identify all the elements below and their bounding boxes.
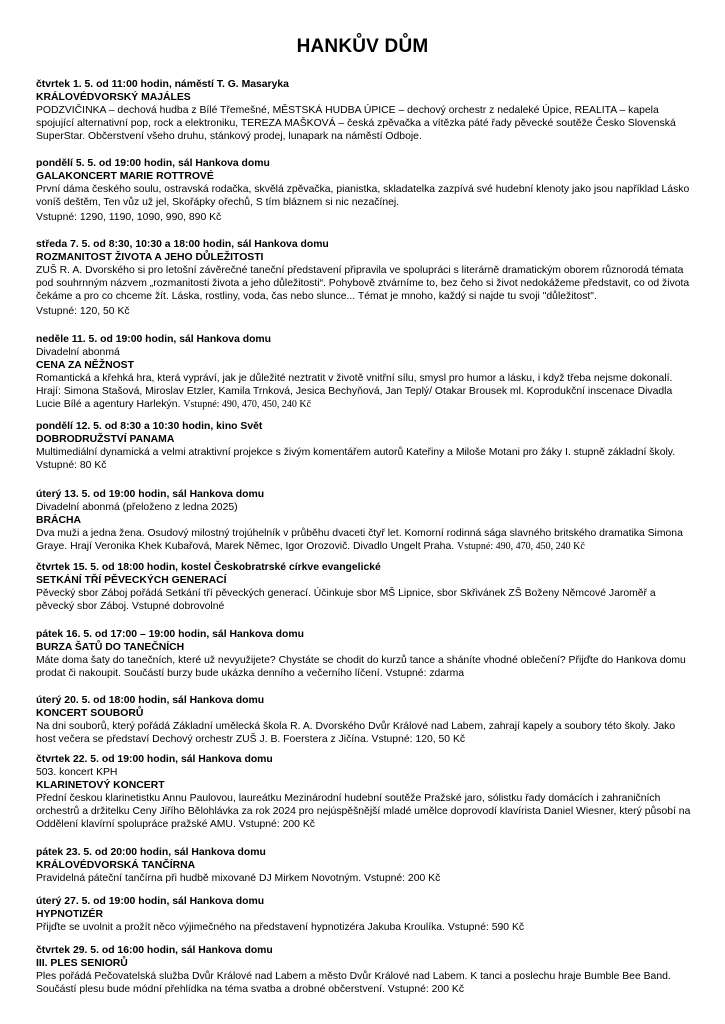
event-subtitle: Divadelní abonmá <box>36 347 120 358</box>
page-title: HANKŮV DŮM <box>296 36 429 57</box>
event-date-venue: neděle 11. 5. od 19:00 hodin, sál Hankova domu <box>36 334 272 345</box>
event-date-venue: pátek 16. 5. od 17:00 – 19:00 hodin, sál Hankova domu <box>36 629 304 640</box>
event-description: Přední českou klarinetistku Annu Paulovou, laureátku Mezinárodní hudební soutěže Pražské jaro, sólistku řady domácích i zahraničních orchestrů a držitelku Ceny Jiřího Bělohlávka za rok 2024 pro nejúspěšnější mladé umělce doprovodí klavírista Daniel Wiesner, který působí na Oddělení klavírní spolupráce pražské AMU. Vstupné: 200 Kč <box>36 793 691 830</box>
event-title: CENA ZA NĚŽNOST <box>36 360 134 371</box>
event-description: Romantická a křehká hra, která vypráví, jak je důležité neztratit v životě vnitřní sílu, smysl pro humor a lásku, i když třeba nejsme dokonalí. Hrají: Simona Stašová, Miroslav Etzler, Kamila Trnková, Jesica Bechyňová, Jan Teplý/ Otakar Brousek ml. Koprodukční inscenace Divadla Lucie Bílé a agentury Harlekýn. <box>36 373 673 410</box>
event-title: BRÁCHA <box>36 515 82 526</box>
event-item <box>36 157 696 224</box>
event-item <box>36 78 696 143</box>
event-title: SETKÁNÍ TŘÍ PĚVECKÝCH GENERACÍ <box>36 575 227 586</box>
event-description: Multimediální dynamická a velmi atraktivní projekce s živým komentářem autorů Kateřiny a Miloše Motani pro žáky I. stupně základní školy. Vstupné: 80 Kč <box>36 447 676 471</box>
event-date-venue: středa 7. 5. od 8:30, 10:30 a 18:00 hodin, sál Hankova domu <box>36 239 329 250</box>
event-date-venue: úterý 20. 5. od 18:00 hodin, sál Hankova domu <box>36 695 265 706</box>
event-date-venue: pondělí 12. 5. od 8:30 a 10:30 hodin, kino Svět <box>36 421 263 432</box>
event-item <box>36 561 696 613</box>
event-title: GALAKONCERT MARIE ROTTROVÉ <box>36 171 214 182</box>
event-title: KLARINETOVÝ KONCERT <box>36 780 165 791</box>
event-date-venue: pondělí 5. 5. od 19:00 hodin, sál Hankova domu <box>36 158 270 169</box>
event-description: Dva muži a jedna žena. Osudový milostný trojúhelník v průběhu dvaceti čtyř let. Komorní rodinná sága slavného britského dramatika Simona Graye. Hrají Veronika Khek Kubařová, Marek Němec, Igor Orozovič. Divadlo Ungelt Praha. <box>36 528 683 552</box>
event-date-venue: úterý 27. 5. od 19:00 hodin, sál Hankova domu <box>36 896 265 907</box>
event-date-venue: úterý 13. 5. od 19:00 hodin, sál Hankova domu <box>36 489 265 500</box>
event-price: Vstupné: 120, 50 Kč <box>36 306 130 317</box>
event-item <box>36 488 696 553</box>
event-item <box>36 895 696 934</box>
event-subtitle: 503. koncert KPH <box>36 767 118 778</box>
event-item <box>36 944 696 996</box>
event-item <box>36 694 696 746</box>
event-item <box>36 628 696 680</box>
event-description: Na dni souborů, který pořádá Základní umělecká škola R. A. Dvorského Dvůr Králové nad Labem, zahrají kapely a soubory této školy. Jako host večera se představí Dechový orchestr ZUŠ J. B. Foerstera z Jičína. Vstupné: 120, 50 Kč <box>36 721 676 745</box>
event-title: III. PLES SENIORŮ <box>36 958 128 969</box>
event-price: Vstupné: 490, 470, 450, 240 Kč <box>183 399 312 410</box>
event-item <box>36 846 696 885</box>
event-date-venue: čtvrtek 15. 5. od 18:00 hodin, kostel Českobratrské církve evangelické <box>36 562 381 573</box>
event-title: BURZA ŠATŮ DO TANEČNÍCH <box>36 642 185 653</box>
event-date-venue: pátek 23. 5. od 20:00 hodin, sál Hankova domu <box>36 847 266 858</box>
event-description: Pravidelná páteční tančírna při hudbě mixované DJ Mirkem Novotným. Vstupné: 200 Kč <box>36 873 441 884</box>
event-description: První dáma českého soulu, ostravská rodačka, skvělá zpěvačka, pianistka, skladatelka zazpívá své hudební klenoty jako jsou například Lásko voníš deštěm, Ten vůz už jel, Skořápky ořechů, S tím bláznem si nic nezačínej. <box>36 184 690 208</box>
event-description: Ples pořádá Pečovatelská služba Dvůr Králové nad Labem a město Dvůr Králové nad Labem. K tanci a poslechu hraje Bumble Bee Band. Součástí plesu bude módní přehlídka na téma svatba a drobné občerstvení. Vstupné: 200 Kč <box>36 971 671 995</box>
event-title: KRÁLOVÉDVORSKÁ TANČÍRNA <box>36 860 196 871</box>
event-title: ROZMANITOST ŽIVOTA A JEHO DŮLEŽITOSTI <box>36 252 264 263</box>
event-title: KRÁLOVÉDVORSKÝ MAJÁLES <box>36 92 191 103</box>
event-title: HYPNOTIZÉR <box>36 909 103 920</box>
event-title: KONCERT SOUBORŮ <box>36 708 144 719</box>
event-description: Přijďte se uvolnit a prožít něco výjimečného na představení hypnotizéra Jakuba Kroulíka. Vstupné: 590 Kč <box>36 922 525 933</box>
event-subtitle: Divadelní abonmá (přeloženo z ledna 2025) <box>36 502 238 513</box>
event-description: PODZVIČINKA – dechová hudba z Bílé Třemešné, MĚSTSKÁ HUDBA ÚPICE – dechový orchestr z nedaleké Úpice, REALITA – kapela spojující alternativní pop, rock a elektroniku, TEREZA MAŠKOVÁ – česká zpěvačka a vítězka páté řady pěvecké soutěže Česko Slovenská SuperStar. Občerstvení všeho druhu, stánkový prodej, lunapark na náměstí Odboje. <box>36 105 676 142</box>
event-description: Máte doma šaty do tanečních, které už nevyužijete? Chystáte se chodit do kurzů tance a sháníte vhodné oblečení? Přijďte do Hankova domu prodat či nakoupit. Součástí burzy bude ukázka denního a večerního líčení. Vstupné: zdarma <box>36 655 686 679</box>
event-date-venue: čtvrtek 29. 5. od 16:00 hodin, sál Hankova domu <box>36 945 273 956</box>
event-item <box>36 238 696 318</box>
event-price: Vstupné: 1290, 1190, 1090, 990, 890 Kč <box>36 212 222 223</box>
event-price: Vstupné: 490, 470, 450, 240 Kč <box>457 541 585 552</box>
event-item <box>36 420 696 472</box>
event-date-venue: čtvrtek 22. 5. od 19:00 hodin, sál Hankova domu <box>36 754 273 765</box>
event-item <box>36 753 696 831</box>
event-title: DOBRODRUŽSTVÍ PANAMA <box>36 434 175 445</box>
event-item <box>36 333 696 411</box>
event-description: ZUŠ R. A. Dvorského si pro letošní závěrečné taneční představení připravila ve spolupráci s literárně dramatickým oborem různorodá témata pod souhrnným názvem „rozmanitosti života a jeho důležitosti“. Pohybově ztvárníme to, bez čeho si život nedokážeme představit, co od života čekáme a pro co chceme žít. Láska, rostliny, voda, čas nebo slunce... Témat je mnoho, každý si najde tu svoji "důležitost". <box>36 265 690 302</box>
event-description: Pěvecký sbor Záboj pořádá Setkání tří pěveckých generací. Účinkuje sbor MŠ Lipnice, sbor Skřivánek ZŠ Boženy Němcové Jaroměř a pěvecký sbor Záboj. Vstupné dobrovolné <box>36 588 656 612</box>
event-date-venue: čtvrtek 1. 5. od 11:00 hodin, náměstí T. G. Masaryka <box>36 79 289 90</box>
